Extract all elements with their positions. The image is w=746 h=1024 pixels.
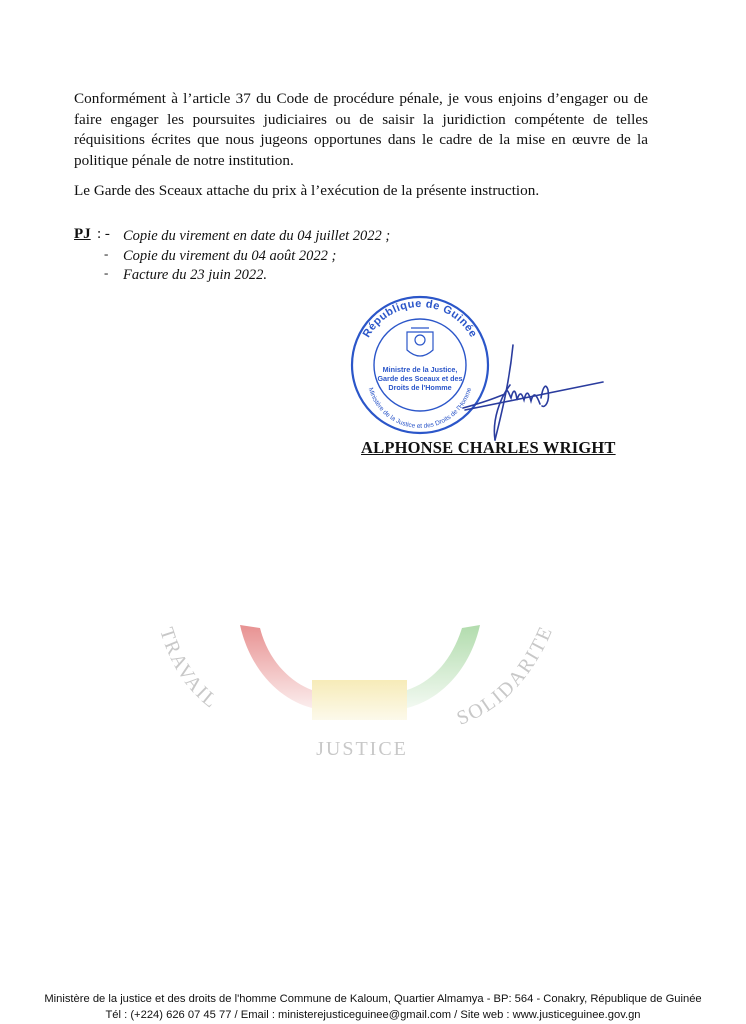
watermark-right-word: SOLIDARITE <box>453 622 558 730</box>
attachment-item: Copie du virement du 04 août 2022 ; <box>123 248 337 264</box>
footer-address: Ministère de la justice et des droits de l'homme Commune de Kaloum, Quartier Almamya - BP: 564 - Conakry, République de Guinée <box>44 993 702 1005</box>
watermark-left-word: TRAVAIL <box>155 624 223 714</box>
watermark-red-band <box>240 625 312 708</box>
stamp-inner-line-2: Garde des Sceaux et des <box>377 374 463 383</box>
footer-contact: Tél : (+224) 626 07 45 77 / Email : ministerejusticeguinee@gmail.com / Site web : www.justiceguinee.gov.gn <box>105 1009 641 1021</box>
watermark-green-band <box>407 625 480 708</box>
body-paragraph-instruction: Conformément à l’article 37 du Code de procédure pénale, je vous enjoins d’engager ou de faire engager les poursuites judiciaires ou de saisir la juridiction compétente de telles réquisitions écrites que nous jugeons opportunes dans le cadre de la mise en œuvre de la politique pénale de notre institution. <box>74 90 648 169</box>
attachment-item: Facture du 23 juin 2022. <box>123 267 268 283</box>
stamp-outer-text: République de Guinée <box>360 297 480 340</box>
body-paragraph-closing: Le Garde des Sceaux attache du prix à l’exécution de la présente instruction. <box>74 182 540 199</box>
official-stamp <box>345 290 615 460</box>
handwritten-signature <box>463 345 603 440</box>
attachments-label: PJ <box>74 226 91 242</box>
watermark-yellow-band <box>312 680 407 720</box>
watermark <box>140 590 580 790</box>
signatory-name: ALPHONSE CHARLES WRIGHT <box>361 438 616 457</box>
stamp-inner-line-3: Droits de l'Homme <box>388 383 452 392</box>
stamp-emblem-icon <box>407 328 433 356</box>
attachment-bullet: - <box>104 265 109 280</box>
stamp-inner-line-1: Ministre de la Justice, <box>382 365 458 374</box>
stamp-outer-text-bottom: Ministère de la Justice et des Droits de l'Homme <box>366 386 474 431</box>
attachments-colon: : - <box>97 226 110 242</box>
attachment-bullet: - <box>104 246 109 261</box>
watermark-center-word: JUSTICE <box>316 738 408 760</box>
attachment-item: Copie du virement en date du 04 juillet 2022 ; <box>123 228 391 244</box>
